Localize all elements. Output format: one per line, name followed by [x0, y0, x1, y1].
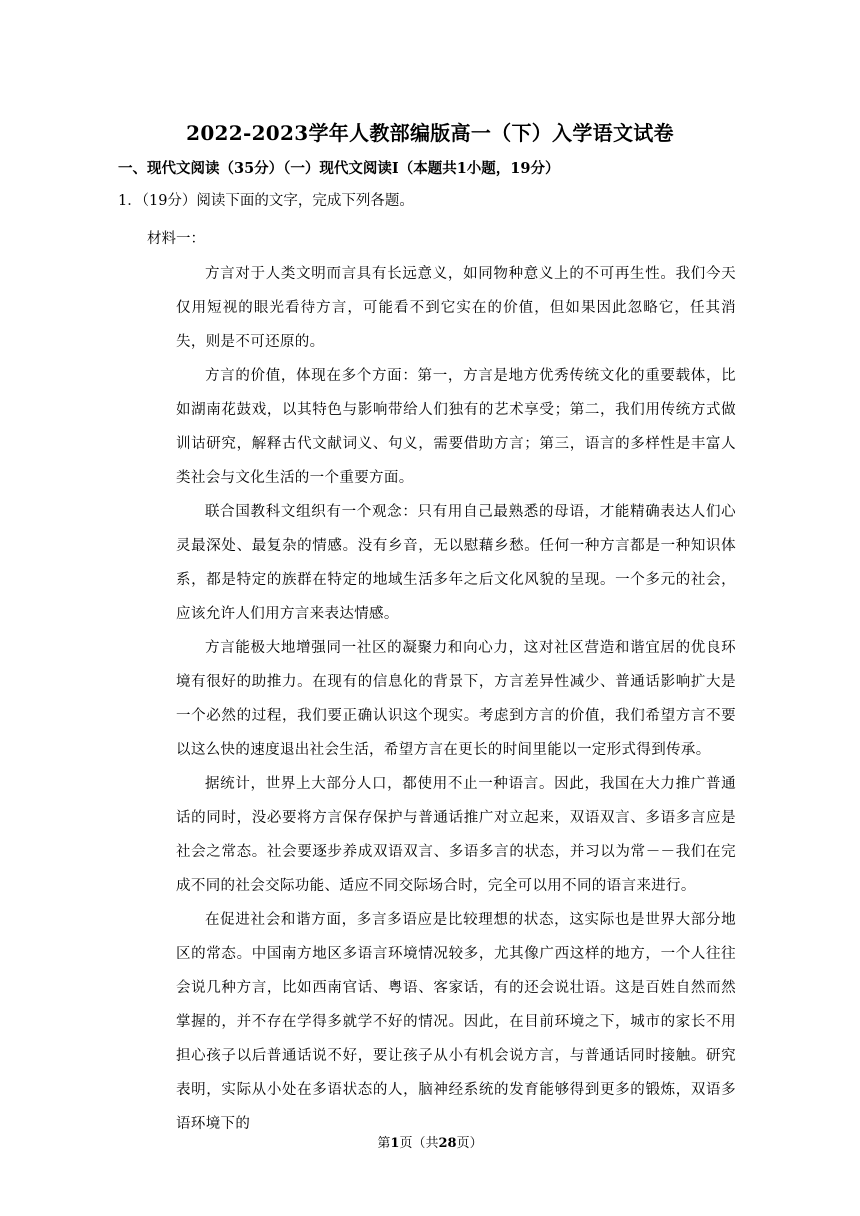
footer-suffix: 页） — [456, 1136, 483, 1151]
section-heading: 一、现代文阅读（35分）（一）现代文阅读Ⅰ（本题共1小题，19分） — [118, 160, 560, 177]
passage-paragraph: 方言的价值，体现在多个方面：第一，方言是地方优秀传统文化的重要载体，比如湖南花鼓戏，以其特色与影响带给人们独有的艺术享受；第二，我们用传统方式做训诂研究，解释古代文献词义、句义，需要借助方言；第三，语言的多样性是丰富人类社会与文化生活的一个重要方面。 — [176, 368, 736, 486]
footer-total-pages: 28 — [438, 1136, 457, 1151]
passage-body — [176, 257, 736, 1141]
question-stem: 1．（19分）阅读下面的文字，完成下列各题。 — [118, 193, 414, 209]
passage-paragraph: 方言能极大地增强同一社区的凝聚力和向心力，这对社区营造和谐宜居的优良环境有很好的助推力。在现有的信息化的背景下，方言差异性减少、普通话影响扩大是一个必然的过程，我们要正确认识这个现实。考虑到方言的价值，我们希望方言不要以这么快的速度退出社会生活，希望方言在更长的时间里能以一定形式得到传承。 — [176, 640, 736, 758]
material-label: 材料一： — [147, 231, 205, 247]
passage-paragraph: 联合国教科文组织有一个观念：只有用自己最熟悉的母语，才能精确表达人们心灵最深处、最复杂的情感。没有乡音，无以慰藉乡愁。任何一种方言都是一种知识体系，都是特定的族群在特定的地域生活多年之后文化风貌的呈现。一个多元的社会，应该允许人们用方言来表达情感。 — [176, 504, 736, 622]
footer-middle: 页（共 — [399, 1136, 439, 1151]
page-footer — [0, 1132, 860, 1151]
page-title: 2022-2023学年人教部编版高一（下）入学语文试卷 — [186, 121, 674, 145]
footer-prefix: 第 — [377, 1136, 391, 1151]
footer-page-number: 1 — [390, 1136, 400, 1151]
passage-paragraph: 在促进社会和谐方面，多言多语应是比较理想的状态，这实际也是世界大部分地区的常态。中国南方地区多语言环境情况较多，尤其像广西这样的地方，一个人往往会说几种方言，比如西南官话、粤语、客家话，有的还会说壮语。这是百姓自然而然掌握的，并不存在学得多就学不好的情况。因此，在目前环境之下，城市的家长不用担心孩子以后普通话说不好，要让孩子从小有机会说方言，与普通话同时接触。研究表明，实际从小处在多语状态的人，脑神经系统的发育能够得到更多的锻炼，双语多语环境下的 — [176, 912, 736, 1132]
passage-paragraph: 方言对于人类文明而言具有长远意义，如同物种意义上的不可再生性。我们今天仅用短视的眼光看待方言，可能看不到它实在的价值，但如果因此忽略它，任其消失，则是不可还原的。 — [176, 266, 736, 350]
passage-paragraph: 据统计，世界上大部分人口，都使用不止一种语言。因此，我国在大力推广普通话的同时，没必要将方言保存保护与普通话推广对立起来，双语双言、多语多言应是社会之常态。社会要逐步养成双语双言、多语多言的状态，并习以为常－－我们在完成不同的社会交际功能、适应不同交际场合时，完全可以用不同的语言来进行。 — [176, 776, 736, 894]
